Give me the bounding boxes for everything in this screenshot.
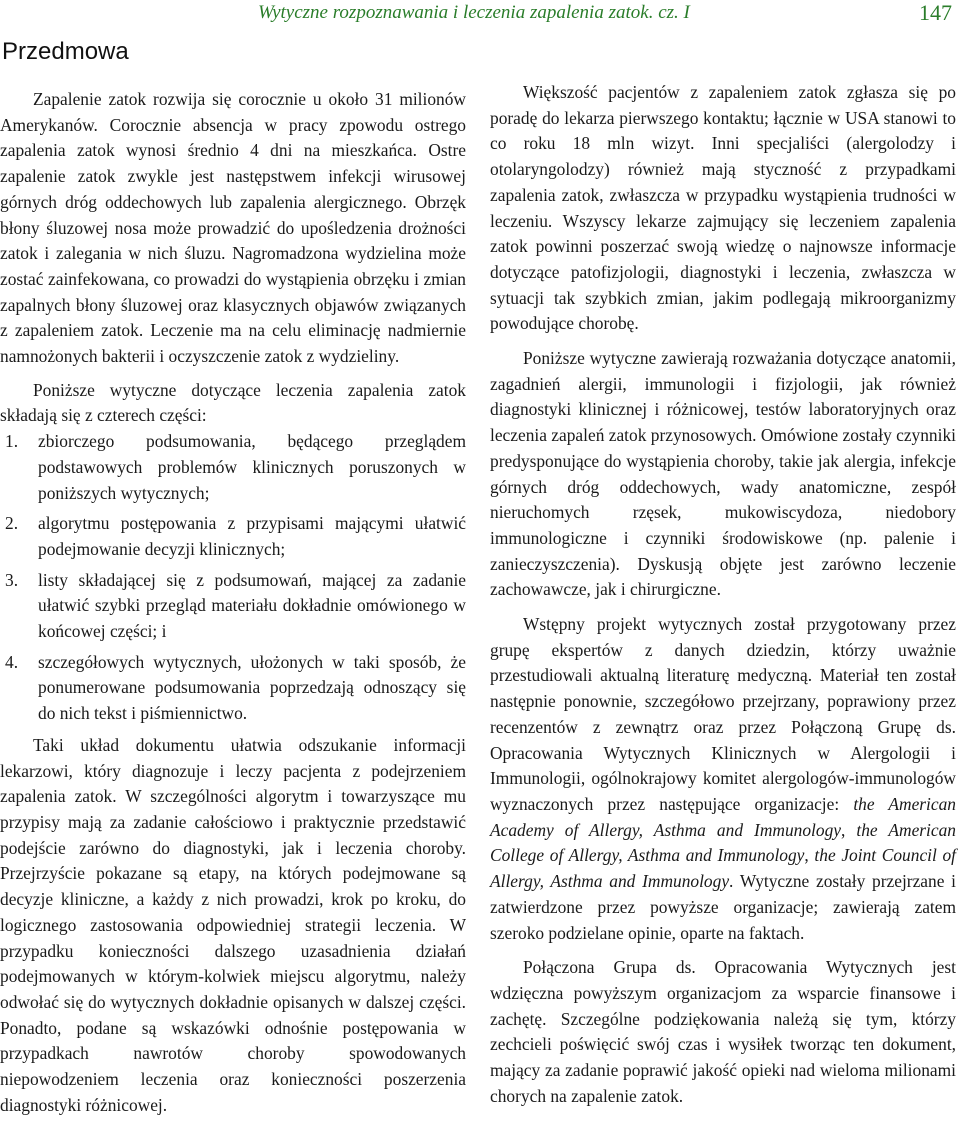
list-item-text: listy składającej się z podsumowań, mającej za zadanie ułatwić szybki przegląd materiału dokładnie omówionego w końcowej części; i	[38, 569, 466, 642]
draft-text-end: . Wytyczne zostały przejrzane i zatwierdzone przez powyższe organizacje; zawierają zatem szeroko podzielane opinie, oparte na faktach.	[490, 871, 956, 943]
acknowledgements-paragraph: Połączona Grupa ds. Opracowania Wytycznych jest wdzięczna powyższym organizacjom za wsparcie finansowe i zachętę. Szczególne podziękowania należą się tym, którzy zechcieli poświęcić swój czas i wysiłek tworząc ten dokument, mający za zadanie poprawić jakość opieki nad wieloma milionami chorych na zapalenie zatok.	[490, 957, 956, 1106]
list-item-number: 1.	[5, 431, 19, 452]
list-item-text: szczegółowych wytycznych, ułożonych w taki sposób, że ponumerowane podsumowania poprzedzają odnoszący się do nich tekst i piśmiennictwo.	[38, 651, 466, 724]
left-column	[0, 87, 466, 1118]
intro-paragraph: Zapalenie zatok rozwija się corocznie u około 31 milionów Amerykanów. Corocznie absencja w pracy zpowodu ostrego zapalenia zatok wynosi średnio 4 dni na mieszkańca. Ostre zapalenie zatok zwykle jest następstwem infekcji wirusowej górnych dróg oddechowych lub zapalenia alergicznego. Obrzęk błony śluzowej nosa może prowadzić do upośledzenia drożności zatok i zalegania w nich śluzu. Nagromadzona wydzielina może zostać zainfekowana, co prowadzi do wystąpienia obrzęku i zmian zapalnych błony śluzowej oraz klasycznych objawów związanych z zapaleniem zatok. Leczenie ma na celu eliminację nadmiernie namnożonych bakterii i oczyszczenie zatok z wydzieliny.	[0, 89, 466, 367]
list-item-number: 2.	[5, 513, 19, 534]
draft-paragraph	[490, 612, 956, 946]
right-column	[490, 80, 956, 1109]
organization-acaai: the American College of Allergy, Asthma and Immunology	[490, 819, 956, 866]
draft-text-start: Wstępny projekt wytycznych został przygotowany przez grupę ekspertów z danych dziedzin, którzy uważnie przestudiowali aktualną literaturę medyczną. Materiał ten został następnie ponownie, szczegółowo przejrzany, poprawiony przez recenzentów z zewnątrz oraz przez Połączoną Grupę ds. Opracowania Wytycznych Klinicznych w Alergologii i Immunologii, ogólnokrajowy komitet alergologów-immunologów wyznaczonych przez następujące organizacje:	[490, 614, 956, 814]
structure-intro-paragraph: Poniższe wytyczne dotyczące leczenia zapalenia zatok składają się z czterech części:	[0, 379, 466, 426]
list-item-number: 3.	[5, 569, 19, 590]
patients-paragraph: Większość pacjentów z zapaleniem zatok zgłasza się po poradę do lekarza pierwszego kontaktu; łącznie w USA stanowi to co roku 18 mln wizyt. Inni specjaliści (alergolodzy i otolaryngolodzy) również mają styczność z przypadkami zapalenia zatok, zwłaszcza w przypadku wystąpienia trudności w leczeniu. Wszyscy lekarze zajmujący się leczeniem zapalenia zatok powinni poszerzać swoją wiedzę o najnowsze informacje dotyczące patofizjologii, diagnostyki i leczenia, zwłaszcza w sytuacji tak szybkich zmian, jakim podlegają mikroorganizmy powodujące chorobę.	[490, 82, 956, 334]
list-item-text: zbiorczego podsumowania, będącego przeglądem podstawowych problemów klinicznych poruszonych w poniższych wytycznych;	[38, 431, 466, 503]
section-heading: Przedmowa	[2, 38, 129, 65]
list-item	[0, 650, 466, 727]
separator: ,	[841, 819, 857, 840]
list-item	[0, 568, 466, 645]
list-item-number: 4.	[5, 651, 19, 672]
running-header: Wytyczne rozpoznawania i leczenia zapalenia zatok. cz. I	[258, 2, 690, 23]
list-item-text: algorytmu postępowania z przypisami mającymi ułatwić podejmowanie decyzji klinicznych;	[38, 513, 466, 559]
organization-jcaai: the Joint Council of Allergy, Asthma and Immunology	[490, 845, 957, 892]
document-parts-list	[0, 429, 466, 727]
list-item	[0, 511, 466, 562]
scope-paragraph: Poniższe wytyczne zawierają rozważania dotyczące anatomii, zagadnień alergii, immunologii i fizjologii, jak również diagnostyki klinicznej i różnicowej, testów laboratoryjnych oraz leczenia zapaleń zatok przynosowych. Omówione zostały czynniki predysponujące do wystąpienia choroby, takie jak alergia, infekcje górnych dróg oddechowych, wady anatomiczne, zespół nieruchomych rzęsek, mukowiscydoza, niedobory immunologiczne i czynniki środowiskowe (np. palenie i zanieczyszczenia). Dyskusją objęte jest zarówno leczenie zachowawcze, jak i chirurgiczne.	[490, 348, 956, 600]
algorithm-paragraph: Taki układ dokumentu ułatwia odszukanie informacji lekarzowi, który diagnozuje i leczy pacjenta z podejrzeniem zapalenia zatok. W szczególności algorytm i towarzyszące mu przypisy mają za zadanie całościowo i praktycznie przedstawić podejście zarówno do diagnostyki, jak i leczenia choroby. Przejrzyście pokazane są etapy, na których podejmowane są decyzje kliniczne, a każdy z nich prowadzi, krok po kroku, do logicznego zastosowania odpowiedniej strategii leczenia. W przypadku konieczności dalszego uzasadnienia działań podejmowanych w którym-kolwiek miejscu algorytmu, należy odwołać się do wytycznych dokładnie opisanych w dalszej części. Ponadto, podane są wskazówki odnośnie postępowania w przypadkach nawrotów choroby spowodowanych niepowodzeniem leczenia oraz konieczności poszerzenia diagnostyki różnicowej.	[0, 734, 466, 1115]
page-number: 147	[919, 0, 952, 25]
list-item	[0, 429, 466, 506]
separator: ,	[804, 845, 815, 866]
organization-aaaai: the American Academy of Allergy, Asthma and Immunology	[490, 793, 956, 840]
